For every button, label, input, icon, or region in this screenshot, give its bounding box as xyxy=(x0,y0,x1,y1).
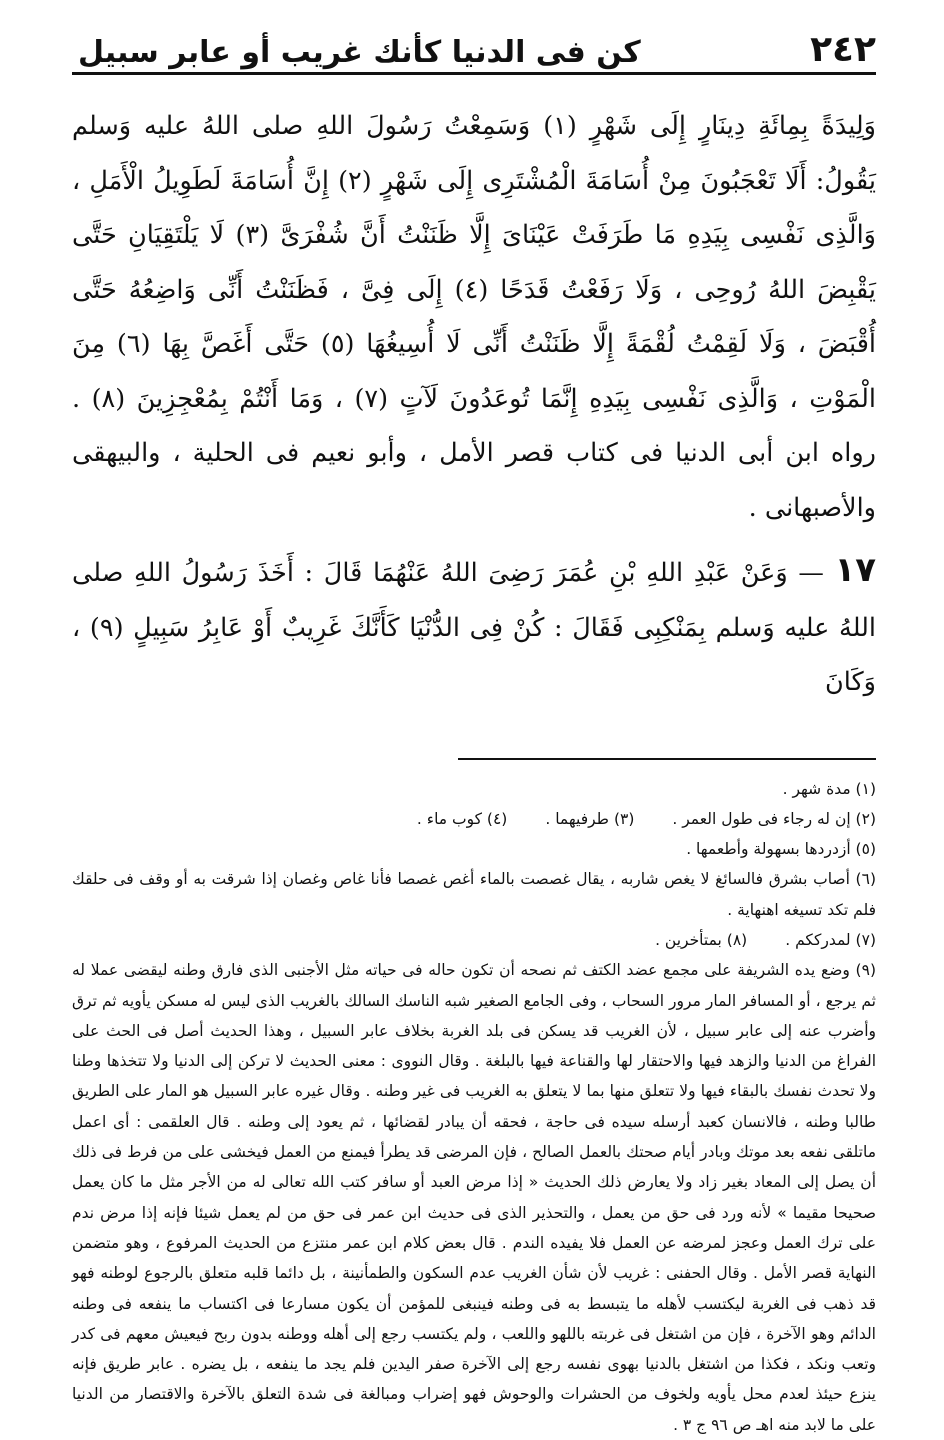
footnote-row-7-8 xyxy=(72,925,876,955)
page-header xyxy=(72,18,876,75)
footnote-3: (٣) طرفيهما . xyxy=(545,810,634,828)
main-paragraph-1: وَلِيدَةً بِمِائَةِ دِينَارٍ إِلَى شَهْرٍ (١) وَسَمِعْتُ رَسُولَ اللهِ صلى اللهُ عليه وَسلم يَقُولُ: أَلَا تَعْجَبُونَ مِنْ أُسَامَةَ الْمُشْتَرِى إِلَى شَهْرٍ (٢) إِنَّ أُسَامَةَ لَطَوِيلُ الْأَمَلِ ، وَالَّذِى نَفْسِى بِيَدِهِ مَا طَرَفَتْ عَيْنَاىَ إِلَّا ظَنَنْتُ أَنَّ شُفْرَىَّ (٣) لَا يَلْتَقِيَانِ حَتَّى يَقْبِضَ اللهُ رُوحِى ، وَلَا رَفَعْتُ قَدَحًا (٤) إِلَى فِىَّ ، فَظَنَنْتُ أَنِّى وَاضِعُهُ حَتَّى أُقْبَضَ ، وَلَا لَقِمْتُ لُقْمَةً إِلَّا ظَنَنْتُ أَنِّى لَا أُسِيغُهَا (٥) حَتَّى أَغَصَّ بِهَا (٦) مِنَ الْمَوْتِ ، وَالَّذِى نَفْسِى بِيَدِهِ إِنَّمَا تُوعَدُونَ لَآتٍ (٧) ، وَمَا أَنْتُمْ بِمُعْجِزِينَ (٨) . رواه ابن أبى الدنيا فى كتاب قصر الأمل ، وأبو نعيم فى الحلية ، والبيهقى والأصبهانى . xyxy=(72,99,876,535)
footnote-4: (٤) كوب ماء . xyxy=(417,810,507,828)
hadith-number: ١٧ xyxy=(835,550,877,590)
footnote-7: (٧) لمدرككم . xyxy=(785,931,876,949)
page-number: ٢٤٢ xyxy=(810,32,876,68)
footnote-8: (٨) بمتأخرين . xyxy=(655,931,747,949)
footnotes xyxy=(72,774,876,1440)
hadith-text: — وَعَنْ عَبْدِ اللهِ بْنِ عُمَرَ رَضِىَ اللهُ عَنْهُمَا قَالَ : أَخَذَ رَسُولُ اللهِ صلى اللهُ عليه وَسلم بِمَنْكِبِى فَقَالَ : كُنْ فِى الدُّنْيَا كَأَنَّكَ غَرِيبٌ أَوْ عَابِرُ سَبِيلٍ (٩) ، وَكَانَ xyxy=(72,558,876,697)
footnote-row-2-4 xyxy=(72,804,876,834)
footnote-9: (٩) وضع يده الشريفة على مجمع عضد الكتف ثم نصحه أن تكون حاله فى حياته مثل الأجنبى الذى فارق وطنه ليقضى عملا له ثم يرجع ، أو المسافر المار مرور السحاب ، وفى الجامع الصغير شبه الناسك السالك بالغريب الذى ليس له مسكن يأويه ثم ترق وأضرب عنه إلى عابر سبيل ، لأن الغريب قد يسكن فى بلد الغربة بخلاف عابر السبيل ، وهذا الحديث أصل فى الحث على الفراغ من الدنيا والزهد فيها والاحتقار لها والقناعة فيها بالبلغة . وقال النووى : معنى الحديث لا تركن إلى الدنيا ولا تتخذها وطنا ولا تحدث نفسك بالبقاء فيها ولا تتعلق منها بما لا يتعلق به الغريب فى غير وطنه . وقال غيره عابر السبيل هو المار على الطريق طالبا وطنه ، فالانسان كعبد أرسله سيده فى حاجة ، فحقه أن يبادر لقضائها ، ثم يعود إلى وطنه . قال العلقمى : أى اعمل ماتلقى نفعه بعد موتك وبادر أيام صحتك بالعمل الصالح ، فإن المرضى قد يطرأ فيمنع من العمل فيخشى على من فرط فى ذلك أن يصل إلى المعاد بغير زاد ولا يعارض ذلك الحديث « إذا مرض العبد أو سافر كتب الله تعالى له من الأجر مثل ما كان يعمل صحيحا مقيما » لأنه ورد فى حق من يعمل ، والتحذير الذى فى حديث ابن عمر فى حق من لم يعمل شيئا فإنه إذا مرض ندم على ترك العمل وعجز لمرضه عن العمل فلا يفيده الندم . قال بعض كلام ابن عمر منتزع من الحديث المرفوع ، وهو متضمن النهاية قصر الأمل . وقال الحفنى : غريب لأن شأن الغريب عدم السكون والطمأنينة ، بل دائما قلبه متعلق بالرجوع لوطنه فهو قد ذهب فى الغربة ليكتسب لأهله ما يتبسط به فى وطنه فينبغى للمؤمن أن يكون مسارعا فى اكتساب ما ينفعه فى وطنه الدائم وهو الآخرة ، فإن من اشتغل فى غربته باللهو واللعب ، ولم يكتسب رجع إلى أهله ووطنه بدون ربح فيعيش معهم فى كدر وتعب ونكد ، فكذا من اشتغل بالدنيا بهوى نفسه رجع إلى الآخرة صفر اليدين فلم يجد ما ينفعه ، بل يضره . عابر طريق فإنه ينزع حيئذ لعدم محل يأويه ولخوف من الحشرات والوحوش فهو إضراب ومبالغة فى شدة التعلق بالآخرة والاقتصار من الدنيا على ما لابد منه اهـ ص ٩٦ ج ٣ . xyxy=(72,955,876,1440)
footnote-separator xyxy=(458,758,876,760)
main-text xyxy=(72,99,876,710)
main-paragraph-2 xyxy=(72,543,876,710)
footnote-2: (٢) إن له رجاء فى طول العمر . xyxy=(672,810,876,828)
footnote-6: (٦) أصاب بشرق فالسائغ لا يغص شاربه ، يقال غصصت بالماء أغص غصصا فأنا غاص وغصان إذا شرقت به أو وقف فى حلقك فلم تكد تسيغه اهنهاية . xyxy=(72,864,876,925)
footnote-1: (١) مدة شهر . xyxy=(72,774,876,804)
running-title: كن فى الدنيا كأنك غريب أو عابر سبيل xyxy=(78,38,641,68)
footnote-5: (٥) أزدردها بسهولة وأطعمها . xyxy=(72,834,876,864)
